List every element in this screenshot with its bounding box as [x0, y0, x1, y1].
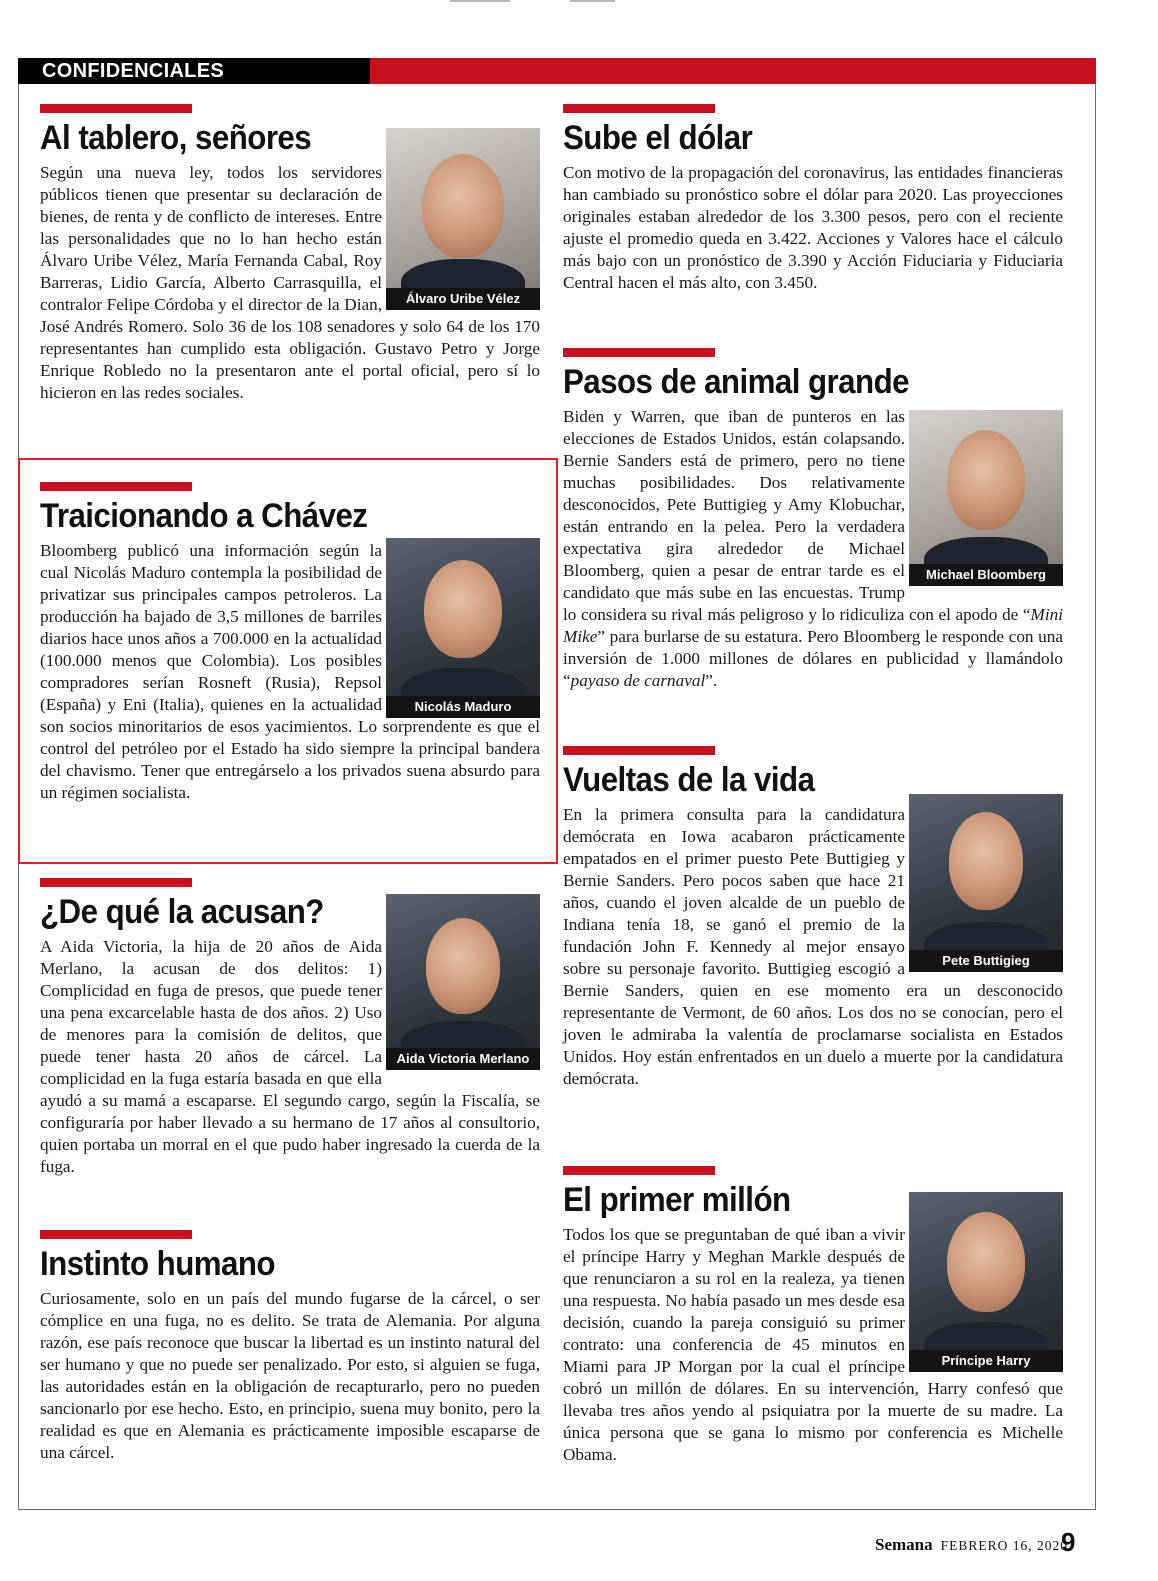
article-dolar	[563, 104, 1063, 324]
article-millon	[563, 1166, 1063, 1496]
headline: El primer millón	[563, 1181, 791, 1219]
accent-bar	[563, 1166, 715, 1175]
photo-wrap-space	[382, 540, 540, 714]
headline: Al tablero, señores	[40, 119, 312, 157]
magazine-name: Semana	[874, 1535, 933, 1554]
photo-caption: Príncipe Harry	[909, 1350, 1063, 1372]
article-acusan	[40, 878, 540, 1218]
article-text: Curiosamente, solo en un país del mundo fugarse de la cárcel, o ser cómplice en una fuga, no es delito. Se trata de Alemania. Por alguna razón, ese país reconoce que buscar la libertad es un instinto natural del ser humano y que no puede ser penalizado. Por esto, si alguien se fuga, las autoridades están en la obligación de recapturarlo, pero no pueden sancionarlo por ese hecho. Esto, en principio, suena muy bonito, pero la realidad es que en Alemania es prácticamente imposible escaparse de una cárcel.	[40, 1289, 540, 1462]
article-chavez	[40, 482, 540, 852]
headline: Traicionando a Chávez	[40, 497, 368, 535]
article-pasos	[563, 348, 1063, 728]
article-body	[563, 804, 1063, 1090]
article-body	[40, 540, 540, 804]
photo-caption: Nicolás Maduro	[386, 696, 540, 718]
article-body	[40, 936, 540, 1178]
scan-mark	[570, 0, 615, 2]
article-text: Bloomberg publicó una información según la cual Nicolás Maduro contempla la posibilidad de privatizar sus principales campos petroleros. La producción ha bajado de 3,5 millones de barriles diarios hace unos años a 700.000 en la actualidad (100.000 menos que Colombia). Los posibles compradores serían Rosneft (Rusia), Repsol (España) y Eni (Italia), quienes en la actualidad son socios minoritarios de esos yacimientos. Lo sorprendente es que el control del petróleo por el Estado ha sido siempre la principal bandera del chavismo. Tener que entregárselo a los privados suena absurdo para un régimen socialista.	[40, 541, 540, 802]
quote-payaso: payaso de carnaval	[570, 671, 706, 690]
article-tablero	[40, 104, 540, 454]
photo-wrap-space	[905, 406, 1063, 590]
article-text: Todos los que se preguntaban de qué iban a vivir el príncipe Harry y Meghan Markle después de que renunciaron a su rol en la realeza, ya tienen una respuesta. No había pasado un mes desde esa decisión, cuando la pareja consiguió su primer contrato: una conferencia de 45 minutos en Miami para JP Morgan por la cual el príncipe cobró un millón de dólares. En su intervención, Harry confesó que llevaba tres años yendo al psiquiatra por la muerte de su madre. La única persona que se gana lo mismo por conferencia es Michelle Obama.	[563, 1225, 1063, 1464]
article-body	[563, 1224, 1063, 1466]
article-body	[40, 1288, 540, 1464]
article-body	[563, 406, 1063, 692]
photo-caption: Pete Buttigieg	[909, 950, 1063, 972]
scan-mark	[450, 0, 510, 2]
accent-bar	[40, 1230, 192, 1239]
headline: Instinto humano	[40, 1245, 275, 1283]
article-text: En la primera consulta para la candidatura demócrata en Iowa acabaron prácticamente empatados en el primer puesto Pete Buttigieg y Bernie Sanders. Pero pocos saben que hace 21 años, cuando el joven alcalde de un pueblo de Indiana tenía 18, se ganó el premio de la fundación John F. Kennedy al mejor ensayo sobre su personaje favorito. Buttigieg escogió a Bernie Sanders, quien en ese momento era un desconocido representante de Vermont, de 60 años. Los dos no se conocían, pero el joven le admiraba la valentía de proclamarse socialista en Estados Unidos. Hoy están enfrentados en un duelo a muerte por la candidatura demócrata.	[563, 805, 1063, 1088]
accent-bar	[40, 482, 192, 491]
section-label: CONFIDENCIALES	[18, 58, 370, 84]
headline: Sube el dólar	[563, 119, 753, 157]
article-text: Con motivo de la propagación del coronavirus, las entidades financieras han cambiado su pronóstico sobre el dólar para 2020. Las proyecciones originales estaban alrededor de los 3.300 pesos, pero con el reciente ajuste el promedio queda en 3.422. Acciones y Valores hace el cálculo más bajo con un pronóstico de 3.390 y Acción Fiduciaria y Fiduciaria Central hacen el más alto, con 3.450.	[563, 163, 1063, 292]
article-instinto	[40, 1230, 540, 1500]
photo-wrap-space	[905, 804, 1063, 976]
article-text: A Aida Victoria, la hija de 20 años de Aida Merlano, la acusan de dos delitos: 1) Complicidad en fuga de presos, que puede tener una pena excarcelable hasta de dos años. 2) Uso de menores para la comisión de delitos, que puede tener hasta 20 años de cárcel. La complicidad en la fuga estaría basada en que ella ayudó a su mamá a escaparse. El segundo cargo, según la Fiscalía, se configuraría por haber llevado a su hermano de 17 años al consultorio, quien portaba un morral en el que pudo haber ingresado la cuerda de la fuga.	[40, 937, 540, 1176]
photo-caption: Aida Victoria Merlano	[386, 1048, 540, 1070]
accent-bar	[563, 348, 715, 357]
page-number: 9	[1061, 1527, 1076, 1557]
headline: ¿De qué la acusan?	[40, 893, 324, 931]
photo-caption: Michael Bloomberg	[909, 564, 1063, 586]
accent-bar	[563, 104, 715, 113]
page-footer	[875, 1535, 1068, 1555]
headline: Vueltas de la vida	[563, 761, 815, 799]
article-text: Biden y Warren, que iban de punteros en las elecciones de Estados Unidos, están colapsando. Bernie Sanders está de primero, pero no tiene muchas posibilidades. Dos relativamente desconocidos, Pete Buttigieg y Amy Klobuchar, están entrando en la pelea. Pero la verdadera expectativa gira alrededor de Michael Bloomberg, quien a pesar de entrar tarde es el candidato que más sube en las encuestas. Trump lo considera su rival más peligroso y lo ridiculiza con el apodo de “	[563, 407, 1031, 624]
photo-wrap-space	[905, 1224, 1063, 1376]
article-vueltas	[563, 746, 1063, 1136]
quote-mini-mike: Mini Mike	[563, 605, 1063, 646]
accent-bar	[563, 746, 715, 755]
accent-bar	[40, 104, 192, 113]
photo-wrap-space	[382, 936, 540, 1086]
article-text: ” para burlarse de su estatura. Pero Bloomberg le responde con una inversión de 1.000 millones de dólares en publicidad y llamándolo “	[563, 627, 1063, 690]
issue-date: FEBRERO 16, 2020	[940, 1538, 1068, 1553]
photo-wrap-space	[382, 162, 540, 312]
photo-caption: Álvaro Uribe Vélez	[386, 288, 540, 310]
article-text: Según una nueva ley, todos los servidores públicos tienen que presentar su declaración de bienes, de renta y de conflicto de intereses. Entre las personalidades que no lo han hecho están Álvaro Uribe Vélez, María Fernanda Cabal, Roy Barreras, Lidio García, Alberto Carrasquilla, el contralor Felipe Córdoba y el director de la Dian, José Andrés Romero. Solo 36 de los 108 senadores y solo 64 de los 170 representantes han cumplido esta obligación. Gustavo Petro y Jorge Enrique Robledo no la presentaron ante el portal oficial, pero sí lo hicieron en las redes sociales.	[40, 163, 540, 402]
article-body	[563, 162, 1063, 294]
article-body	[40, 162, 540, 404]
accent-bar	[40, 878, 192, 887]
headline: Pasos de animal grande	[563, 363, 909, 401]
article-text: ”.	[705, 671, 718, 690]
